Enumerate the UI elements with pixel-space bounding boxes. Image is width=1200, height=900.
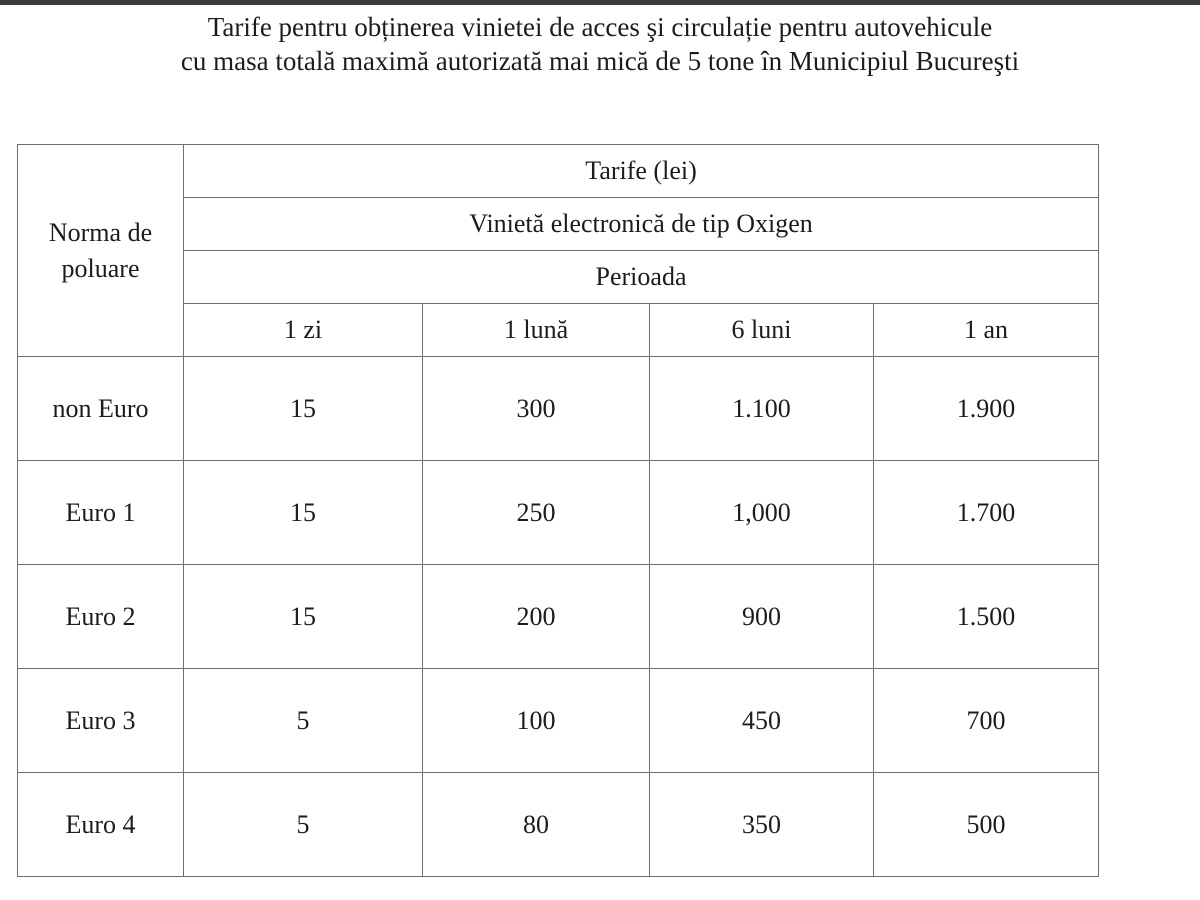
value-cell: 300 [423, 357, 650, 461]
top-border-line [0, 0, 1200, 5]
value-cell: 15 [184, 461, 423, 565]
value-cell: 1,000 [650, 461, 874, 565]
value-cell: 100 [423, 669, 650, 773]
value-cell: 5 [184, 669, 423, 773]
norm-cell: non Euro [18, 357, 184, 461]
table-row [18, 773, 1099, 877]
period-1-month: 1 lună [423, 304, 650, 357]
table-row [18, 357, 1099, 461]
norm-header-line-2: poluare [61, 253, 140, 283]
value-cell: 15 [184, 565, 423, 669]
value-cell: 1.500 [874, 565, 1099, 669]
norm-header-cell [18, 145, 184, 357]
norm-cell: Euro 2 [18, 565, 184, 669]
table-row [18, 565, 1099, 669]
period-6-months: 6 luni [650, 304, 874, 357]
value-cell: 450 [650, 669, 874, 773]
table-row [18, 461, 1099, 565]
value-cell: 500 [874, 773, 1099, 877]
header-row-tariffs [18, 145, 1099, 198]
norm-header-line-1: Norma de [48, 217, 153, 247]
value-cell: 1.900 [874, 357, 1099, 461]
value-cell: 200 [423, 565, 650, 669]
value-cell: 1.700 [874, 461, 1099, 565]
value-cell: 900 [650, 565, 874, 669]
title-line-2: cu masa totală maximă autorizată mai mică de 5 tone în Municipiul Bucureşti [180, 46, 1020, 76]
table-row [18, 669, 1099, 773]
value-cell: 250 [423, 461, 650, 565]
title-line-1: Tarife pentru obținerea vinietei de acces şi circulație pentru autovehicule [207, 12, 993, 42]
value-cell: 350 [650, 773, 874, 877]
norm-cell: Euro 1 [18, 461, 184, 565]
document-title [0, 10, 1200, 78]
value-cell: 15 [184, 357, 423, 461]
tariff-table [17, 144, 1099, 877]
norm-cell: Euro 4 [18, 773, 184, 877]
value-cell: 1.100 [650, 357, 874, 461]
value-cell: 5 [184, 773, 423, 877]
tariffs-header: Tarife (lei) [184, 145, 1099, 198]
period-header: Perioada [184, 251, 1099, 304]
value-cell: 700 [874, 669, 1099, 773]
vignette-header: Vinietă electronică de tip Oxigen [184, 198, 1099, 251]
period-1-day: 1 zi [184, 304, 423, 357]
period-1-year: 1 an [874, 304, 1099, 357]
norm-cell: Euro 3 [18, 669, 184, 773]
value-cell: 80 [423, 773, 650, 877]
